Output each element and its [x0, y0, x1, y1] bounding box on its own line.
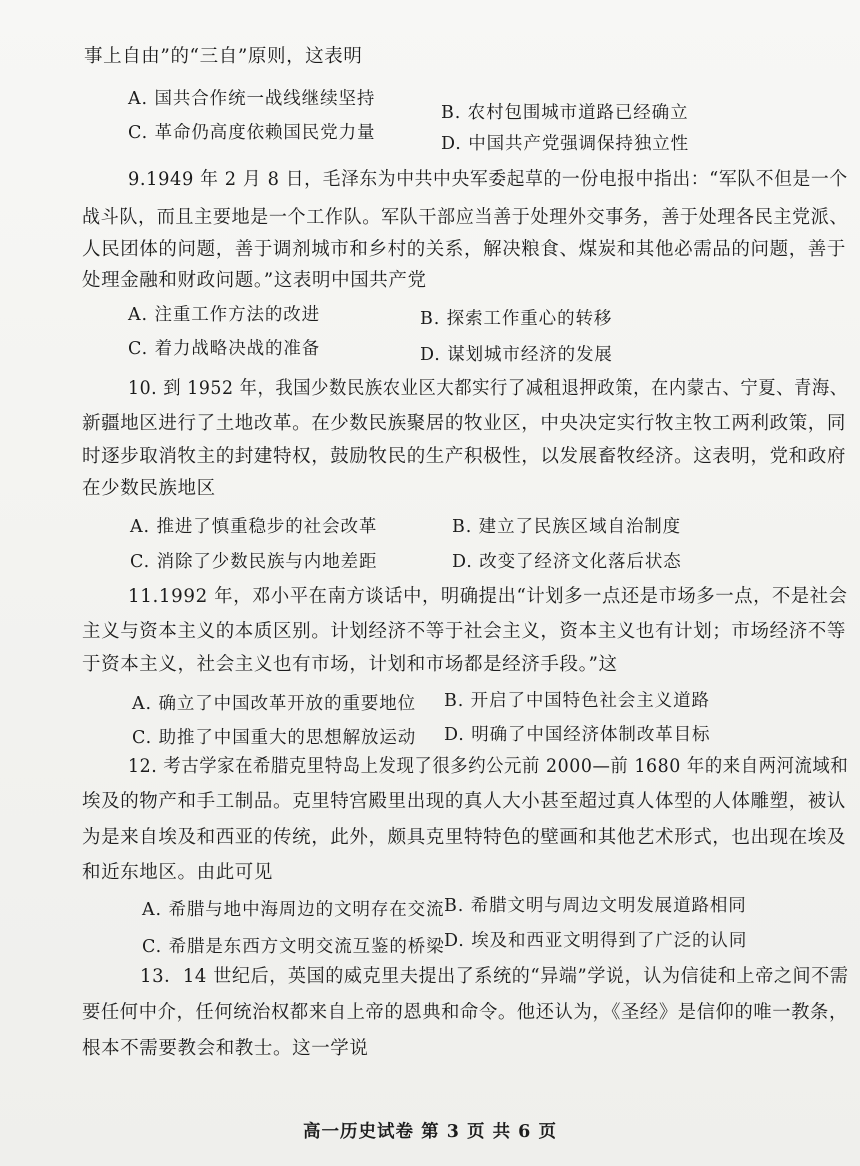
- q13-stem-line: 要任何中介，任何统治权都来自上帝的恩典和命令。他还认为，《圣经》是信仰的唯一教条，: [82, 1002, 848, 1023]
- q11-option-b: B. 开启了中国特色社会主义道路: [444, 691, 710, 711]
- q8-option-c: C. 革命仍高度依赖国民党力量: [128, 123, 376, 143]
- q9-stem-line: 战斗队，而且主要地是一个工作队。军队干部应当善于处理外交事务，善于处理各民主党派、: [82, 207, 849, 228]
- q9-stem-line: 9.1949 年 2 月 8 日，毛泽东为中共中央军委起草的一份电报中指出：“军队不但是一个: [128, 169, 848, 190]
- q12-option-b: B. 希腊文明与周边文明发展道路相同: [444, 896, 747, 916]
- q11-stem-line: 于资本主义，社会主义也有市场，计划和市场都是经济手段。”这: [82, 654, 618, 675]
- q13-stem-line: 根本不需要教会和教士。这一学说: [82, 1038, 369, 1059]
- page-footer: 高一历史试卷 第 3 页 共 6 页: [303, 1122, 557, 1142]
- q10-option-b: B. 建立了民族区域自治制度: [452, 517, 682, 537]
- q10-stem-line: 新疆地区进行了土地改革。在少数民族聚居的牧业区，中央决定实行牧主牧工两利政策，同: [82, 413, 847, 434]
- q9-option-b: B. 探索工作重心的转移: [420, 309, 613, 329]
- q12-stem-line: 埃及的物产和手工制品。克里特宫殿里出现的真人大小甚至超过真人体型的人体雕塑，被认: [82, 791, 847, 812]
- q11-option-d: D. 明确了中国经济体制改革目标: [444, 725, 711, 745]
- q9-option-a: A. 注重工作方法的改进: [128, 305, 321, 325]
- q12-stem-line: 为是来自埃及和西亚的传统，此外，颇具克里特特色的壁画和其他艺术形式，也出现在埃及: [82, 827, 847, 848]
- q9-stem-line: 人民团体的问题，善于调剂城市和乡村的关系，解决粮食、煤炭和其他必需品的问题，善于: [82, 239, 847, 260]
- q10-option-d: D. 改变了经济文化落后状态: [452, 552, 682, 572]
- q12-stem-line: 和近东地区。由此可见: [82, 862, 274, 883]
- q10-stem-line: 10. 到 1952 年，我国少数民族农业区大都实行了减租退押政策，在内蒙古、宁夏、青海、: [128, 378, 848, 399]
- q11-option-a: A. 确立了中国改革开放的重要地位: [132, 694, 417, 714]
- q10-option-c: C. 消除了少数民族与内地差距: [130, 552, 378, 572]
- q8-option-a: A. 国共合作统一战线继续坚持: [128, 89, 376, 109]
- q8-option-b: B. 农村包围城市道路已经确立: [441, 103, 689, 123]
- q12-option-a: A. 希腊与地中海周边的文明存在交流: [142, 900, 445, 920]
- q11-stem-line: 主义与资本主义的本质区别。计划经济不等于社会主义，资本主义也有计划；市场经济不等: [82, 621, 847, 642]
- q8-stem-end: 事上自由”的“三自”原则，这表明: [84, 46, 363, 67]
- q11-stem-line: 11.1992 年，邓小平在南方谈话中，明确提出“计划多一点还是市场多一点，不是社会: [128, 586, 848, 607]
- q10-stem-line: 时逐步取消牧主的封建特权，鼓励牧民的生产积极性，以发展畜牧经济。这表明，党和政府: [82, 446, 847, 467]
- q10-stem-line: 在少数民族地区: [82, 478, 216, 499]
- q9-option-c: C. 着力战略决战的准备: [128, 339, 321, 359]
- q13-stem-line: 13．14 世纪后，英国的威克里夫提出了系统的“异端”学说，认为信徒和上帝之间不需: [140, 966, 849, 987]
- q11-option-c: C. 助推了中国重大的思想解放运动: [132, 728, 417, 748]
- q9-option-d: D. 谋划城市经济的发展: [420, 345, 613, 365]
- q12-option-c: C. 希腊是东西方文明交流互鉴的桥梁: [142, 937, 445, 957]
- q12-option-d: D. 埃及和西亚文明得到了广泛的认同: [444, 931, 748, 951]
- q9-stem-line: 处理金融和财政问题。”这表明中国共产党: [82, 270, 427, 291]
- q8-option-d: D. 中国共产党强调保持独立性: [441, 134, 690, 154]
- q12-stem-line: 12. 考古学家在希腊克里特岛上发现了很多约公元前 2000—前 1680 年的来自两河流域和: [128, 756, 849, 777]
- q10-option-a: A. 推进了慎重稳步的社会改革: [130, 517, 378, 537]
